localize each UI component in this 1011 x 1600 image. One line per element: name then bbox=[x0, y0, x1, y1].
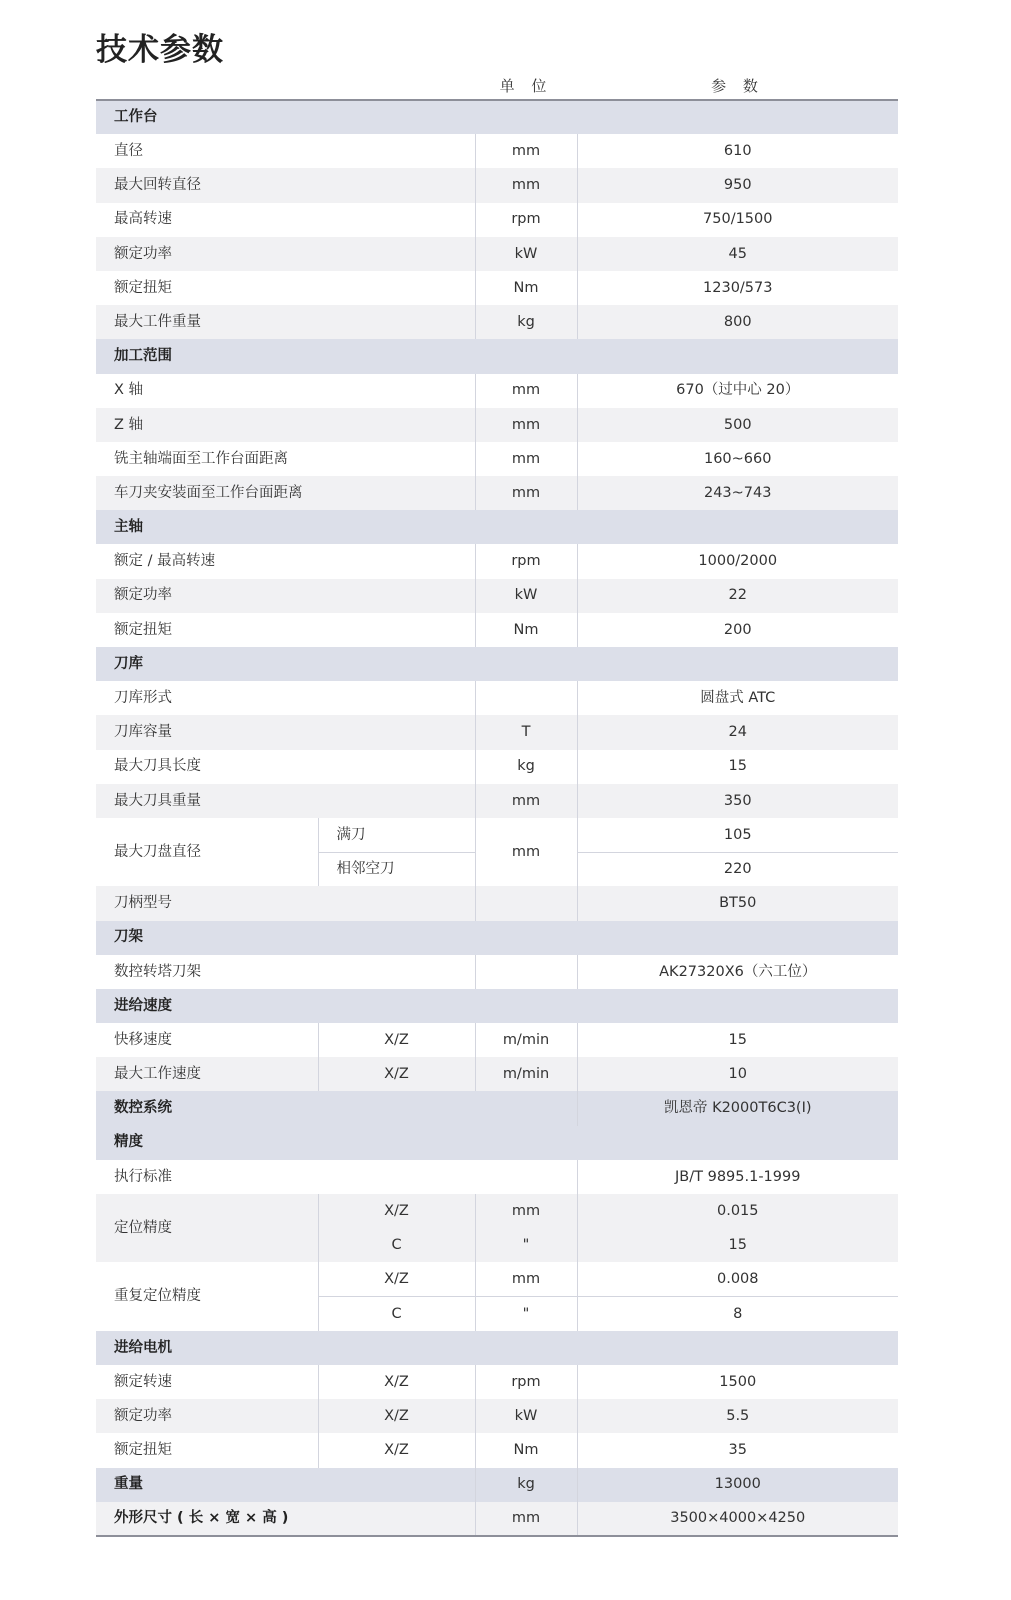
table-row bbox=[96, 1433, 898, 1467]
param-unit: rpm bbox=[475, 203, 577, 237]
param-name: 额定功率 bbox=[96, 579, 475, 613]
param-value: 45 bbox=[577, 237, 898, 271]
section-row bbox=[96, 339, 898, 373]
param-name: 刀库形式 bbox=[114, 690, 172, 707]
section-row bbox=[96, 1331, 898, 1365]
param-sub: X/Z bbox=[318, 1057, 475, 1091]
param-unit: mm bbox=[475, 818, 577, 886]
table-row bbox=[96, 784, 898, 818]
param-name: 外形尺寸 ( 长 × 宽 × 高 ) bbox=[96, 1502, 475, 1536]
param-unit: m/min bbox=[475, 1023, 577, 1057]
table-row bbox=[96, 374, 898, 408]
section-row bbox=[96, 1091, 898, 1125]
param-unit: mm bbox=[475, 1502, 577, 1536]
param-name: 最高转速 bbox=[114, 211, 172, 228]
param-unit: mm bbox=[475, 784, 577, 818]
value-column-header: 参 数 bbox=[711, 77, 764, 95]
param-sub: 相邻空刀 bbox=[318, 852, 475, 886]
table-row bbox=[96, 1502, 898, 1536]
param-unit bbox=[475, 681, 577, 715]
param-value: 105 bbox=[577, 818, 898, 852]
table-row bbox=[96, 1262, 898, 1296]
param-value: 750/1500 bbox=[577, 203, 898, 237]
param-sub: 满刀 bbox=[318, 818, 475, 852]
table-row bbox=[96, 271, 898, 305]
param-name: 铣主轴端面至工作台面距离 bbox=[114, 450, 288, 467]
param-unit: m/min bbox=[475, 1057, 577, 1091]
param-unit bbox=[475, 886, 577, 920]
table-row bbox=[96, 1194, 898, 1228]
section-row bbox=[96, 1126, 898, 1160]
table-row bbox=[96, 1057, 898, 1091]
param-unit: mm bbox=[475, 168, 577, 202]
param-name: 刀库容量 bbox=[96, 715, 475, 749]
param-name: 最大工件重量 bbox=[96, 305, 475, 339]
param-name: 定位精度 bbox=[96, 1194, 318, 1262]
param-value: 24 bbox=[577, 715, 898, 749]
param-name: 数控转塔刀架 bbox=[114, 963, 201, 980]
param-name: 额定扭矩 bbox=[114, 279, 172, 296]
param-unit: kg bbox=[475, 750, 577, 784]
section-row bbox=[96, 510, 898, 544]
param-unit: mm bbox=[475, 476, 577, 510]
section-title: 进给速度 bbox=[96, 989, 898, 1023]
table-row bbox=[96, 886, 898, 920]
param-name: 额定 / 最高转速 bbox=[114, 553, 216, 570]
param-unit: kW bbox=[475, 579, 577, 613]
table-row bbox=[96, 237, 898, 271]
param-value: 0.015 bbox=[577, 1194, 898, 1228]
param-unit: " bbox=[475, 1297, 577, 1331]
table-row bbox=[96, 442, 898, 476]
param-unit: mm bbox=[475, 374, 577, 408]
table-row bbox=[96, 203, 898, 237]
param-unit: Nm bbox=[475, 1433, 577, 1467]
section-title: 进给电机 bbox=[96, 1331, 898, 1365]
param-sub: X/Z bbox=[318, 1433, 475, 1467]
unit-column-header: 单 位 bbox=[499, 77, 553, 95]
param-value: 160~660 bbox=[577, 442, 898, 476]
param-name: 最大工作速度 bbox=[96, 1057, 318, 1091]
param-value: 200 bbox=[577, 613, 898, 647]
param-name: 最大回转直径 bbox=[96, 168, 475, 202]
param-value: 8 bbox=[577, 1297, 898, 1331]
param-unit: mm bbox=[475, 408, 577, 442]
param-sub: X/Z bbox=[318, 1262, 475, 1296]
param-name: 额定功率 bbox=[96, 1399, 318, 1433]
param-value: 15 bbox=[577, 750, 898, 784]
param-name: X 轴 bbox=[114, 382, 144, 399]
param-name: 重复定位精度 bbox=[114, 1288, 201, 1305]
param-value: 670（过中心 20） bbox=[577, 374, 898, 408]
table-row bbox=[96, 1160, 898, 1194]
param-value: 500 bbox=[577, 408, 898, 442]
table-row bbox=[96, 613, 898, 647]
param-sub: X/Z bbox=[318, 1194, 475, 1228]
param-value: 圆盘式 ATC bbox=[577, 681, 898, 715]
param-name: 直径 bbox=[114, 143, 143, 160]
param-unit: mm bbox=[475, 1194, 577, 1228]
param-name: 额定转速 bbox=[114, 1373, 172, 1390]
param-value: 350 bbox=[577, 784, 898, 818]
param-value: 243~743 bbox=[577, 476, 898, 510]
param-value: 22 bbox=[577, 579, 898, 613]
table-row bbox=[96, 750, 898, 784]
param-unit: Nm bbox=[475, 613, 577, 647]
param-value: BT50 bbox=[577, 886, 898, 920]
param-unit: kW bbox=[475, 1399, 577, 1433]
param-value: 800 bbox=[577, 305, 898, 339]
param-unit bbox=[475, 955, 577, 989]
param-unit: kW bbox=[475, 237, 577, 271]
table-row bbox=[96, 544, 898, 578]
param-name: 刀柄型号 bbox=[96, 886, 475, 920]
param-unit: mm bbox=[475, 1262, 577, 1296]
section-title: 刀库 bbox=[96, 647, 898, 681]
param-value: 0.008 bbox=[577, 1262, 898, 1296]
param-unit: kg bbox=[475, 305, 577, 339]
table-row bbox=[96, 408, 898, 442]
param-unit: rpm bbox=[475, 1365, 577, 1399]
table-row bbox=[96, 818, 898, 852]
param-value: 10 bbox=[577, 1057, 898, 1091]
param-unit: mm bbox=[475, 442, 577, 476]
section-row bbox=[96, 647, 898, 681]
table-row bbox=[96, 134, 898, 168]
param-sub: X/Z bbox=[318, 1023, 475, 1057]
param-name: 额定扭矩 bbox=[114, 1442, 172, 1459]
section-row bbox=[96, 989, 898, 1023]
section-row bbox=[96, 1468, 898, 1502]
param-value: 5.5 bbox=[577, 1399, 898, 1433]
param-value: 35 bbox=[577, 1433, 898, 1467]
param-name: Z 轴 bbox=[96, 408, 475, 442]
table-row bbox=[96, 305, 898, 339]
param-unit: Nm bbox=[475, 271, 577, 305]
param-value: 1230/573 bbox=[577, 271, 898, 305]
param-unit: kg bbox=[475, 1468, 577, 1502]
param-value: 220 bbox=[577, 852, 898, 886]
table-row bbox=[96, 168, 898, 202]
param-name: 执行标准 bbox=[114, 1168, 172, 1185]
param-name: 快移速度 bbox=[114, 1031, 172, 1048]
section-title: 加工范围 bbox=[96, 339, 898, 373]
param-name: 最大刀盘直径 bbox=[114, 843, 201, 860]
param-value: 13000 bbox=[577, 1468, 898, 1502]
param-value: 15 bbox=[577, 1228, 898, 1262]
param-value: 凯恩帝 K2000T6C3(I) bbox=[577, 1091, 898, 1125]
section-title: 精度 bbox=[96, 1126, 898, 1160]
table-row bbox=[96, 715, 898, 749]
section-title: 工作台 bbox=[96, 100, 898, 134]
param-name: 额定功率 bbox=[96, 237, 475, 271]
section-row bbox=[96, 921, 898, 955]
section-title: 数控系统 bbox=[96, 1091, 577, 1125]
param-value: 950 bbox=[577, 168, 898, 202]
table-row bbox=[96, 1023, 898, 1057]
section-title: 主轴 bbox=[96, 510, 898, 544]
param-value: 1500 bbox=[577, 1365, 898, 1399]
section-row bbox=[96, 100, 898, 134]
table-row bbox=[96, 476, 898, 510]
param-value: 610 bbox=[577, 134, 898, 168]
param-value: 15 bbox=[577, 1023, 898, 1057]
param-sub: C bbox=[318, 1228, 475, 1262]
table-row bbox=[96, 681, 898, 715]
param-unit: rpm bbox=[475, 544, 577, 578]
param-unit: T bbox=[475, 715, 577, 749]
param-name: 最大刀具长度 bbox=[114, 758, 201, 775]
param-unit: mm bbox=[475, 134, 577, 168]
param-unit: " bbox=[475, 1228, 577, 1262]
param-name: 车刀夹安装面至工作台面距离 bbox=[96, 476, 475, 510]
param-sub: C bbox=[318, 1297, 475, 1331]
param-sub: X/Z bbox=[318, 1365, 475, 1399]
spec-table bbox=[96, 99, 898, 1537]
param-value: JB/T 9895.1-1999 bbox=[577, 1160, 898, 1194]
param-name: 重量 bbox=[96, 1468, 475, 1502]
section-title: 刀架 bbox=[96, 921, 898, 955]
param-name: 最大刀具重量 bbox=[96, 784, 475, 818]
page-title: 技术参数 bbox=[96, 32, 224, 68]
table-row bbox=[96, 1365, 898, 1399]
param-name: 额定扭矩 bbox=[114, 621, 172, 638]
param-sub: X/Z bbox=[318, 1399, 475, 1433]
table-row bbox=[96, 579, 898, 613]
table-row bbox=[96, 955, 898, 989]
param-value: 1000/2000 bbox=[577, 544, 898, 578]
param-value: 3500×4000×4250 bbox=[577, 1502, 898, 1536]
param-value: AK27320X6（六工位） bbox=[577, 955, 898, 989]
table-row bbox=[96, 1399, 898, 1433]
